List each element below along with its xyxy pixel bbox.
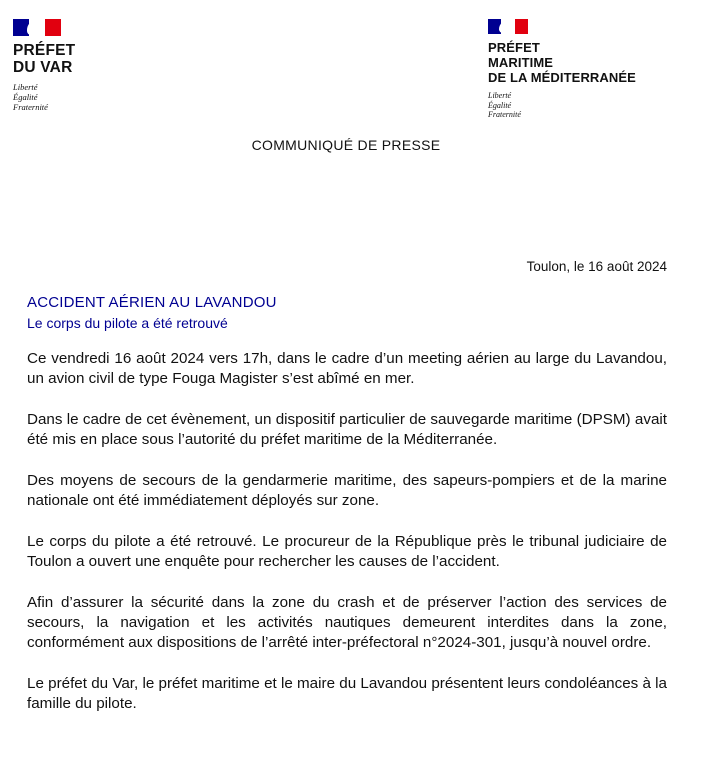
paragraph: Dans le cadre de cet évènement, un dispositif particulier de sauvegarde maritime (DPSM) avait été mis en place sous l’autorité du préfet maritime de la Méditerranée. xyxy=(27,411,667,448)
place-date: Toulon, le 16 août 2024 xyxy=(526,259,667,274)
body-text xyxy=(27,349,667,735)
marianne-flag-icon xyxy=(13,19,61,36)
paragraph: Ce vendredi 16 août 2024 vers 17h, dans le cadre d’un meeting aérien au large du Lavandou, un avion civil de type Fouga Magister s’est abîmé en mer. xyxy=(27,350,667,387)
paragraph: Le corps du pilote a été retrouvé. Le procureur de la République près le tribunal judiciaire de Toulon a ouvert une enquête pour rechercher les causes de l’accident. xyxy=(27,533,667,570)
institution-name: PRÉFET MARITIME DE LA MÉDITERRANÉE xyxy=(488,40,636,85)
subheadline: Le corps du pilote a été retrouvé xyxy=(27,315,228,331)
republic-motto: Liberté Égalité Fraternité xyxy=(488,91,521,119)
paragraph: Des moyens de secours de la gendarmerie maritime, des sapeurs-pompiers et de la marine nationale ont été immédiatement déployés sur zone. xyxy=(27,472,667,509)
press-release-label: COMMUNIQUÉ DE PRESSE xyxy=(251,137,441,153)
republic-motto: Liberté Égalité Fraternité xyxy=(13,82,48,112)
headline: ACCIDENT AÉRIEN AU LAVANDOU xyxy=(27,294,277,311)
paragraph: Afin d’assurer la sécurité dans la zone du crash et de préserver l’action des services de secours, la navigation et les activités nautiques demeurent interdites dans la zone, conformément aux dispositions de l’arrêté inter-préfectoral n°2024-301, jusqu’à nouvel ordre. xyxy=(27,594,667,651)
marianne-flag-icon xyxy=(488,19,528,34)
prefet-maritime-logo xyxy=(488,19,636,120)
paragraph: Le préfet du Var, le préfet maritime et le maire du Lavandou présentent leurs condoléances à la famille du pilote. xyxy=(27,675,667,712)
prefet-du-var-logo xyxy=(13,19,75,112)
institution-name: PRÉFET DU VAR xyxy=(13,42,76,76)
